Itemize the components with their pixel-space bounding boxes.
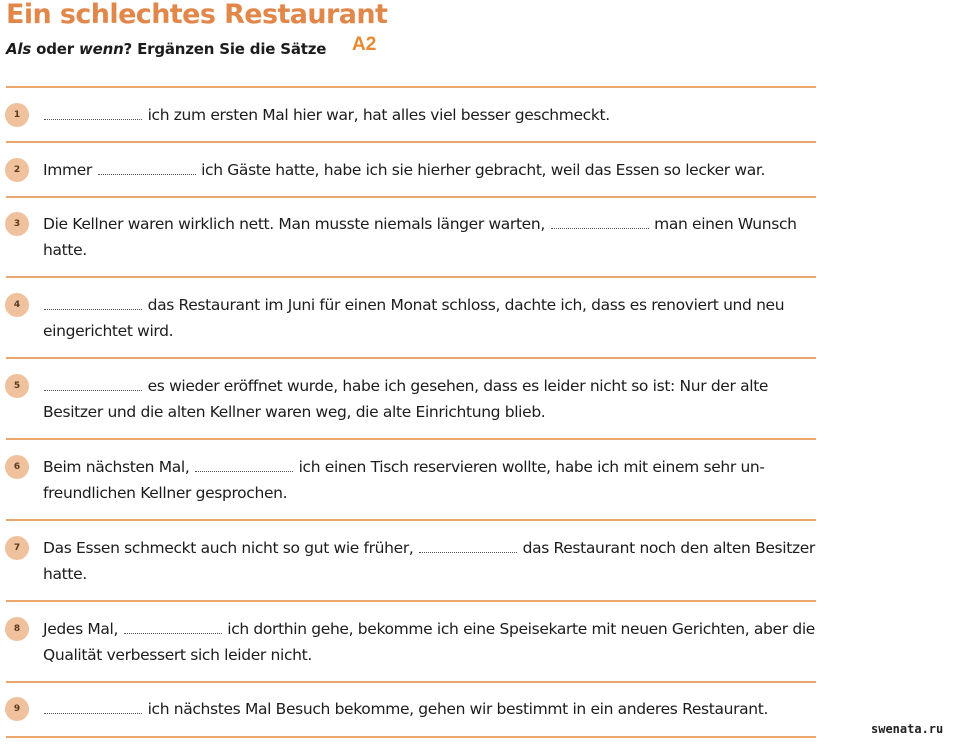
separator [6, 600, 816, 602]
answer-blank[interactable] [44, 700, 142, 714]
sentence-end: man einen Wunsch hatte. [43, 215, 797, 259]
sentence-start: Jedes Mal, [43, 620, 119, 638]
sentence-end: ich nächstes Mal Besuch bekomme, gehen wir bestimmt in ein anderes Restaurant. [147, 700, 769, 718]
instruction-rest: ? Ergänzen Sie die Sätze [123, 40, 327, 58]
exercise-item-7 [43, 535, 823, 587]
worksheet-title: Ein schlechtes Restaurant [6, 0, 388, 30]
separator [6, 86, 816, 88]
separator [6, 519, 816, 521]
answer-blank[interactable] [44, 377, 142, 391]
exercise-item-3 [43, 211, 823, 263]
separator [6, 357, 816, 359]
answer-blank[interactable] [44, 106, 142, 120]
separator [6, 196, 816, 198]
sentence-end: ich Gäste hatte, habe ich sie hierher gebracht, weil das Essen so lecker war. [201, 161, 766, 179]
exercise-number-badge: 5 [5, 374, 29, 398]
separator [6, 681, 816, 683]
level-badge: A2 [352, 34, 377, 55]
separator [6, 438, 816, 440]
separator [6, 276, 816, 278]
sentence-end: das Restaurant im Juni für einen Monat schloss, dachte ich, dass es renoviert und neu eingerichtet wird. [43, 296, 785, 340]
sentence-start: Beim nächsten Mal, [43, 458, 190, 476]
sentence-start: Immer [43, 161, 92, 179]
exercise-number-badge: 2 [5, 158, 29, 182]
separator [6, 141, 816, 143]
exercise-item-6 [43, 454, 823, 506]
exercise-number-badge: 1 [5, 103, 29, 127]
exercise-number-badge: 9 [5, 697, 29, 721]
exercise-number-badge: 7 [5, 536, 29, 560]
watermark: swenata.ru [871, 722, 944, 736]
sentence-end: das Restaurant noch den alten Besitzer hatte. [43, 539, 815, 583]
exercise-number-badge: 6 [5, 455, 29, 479]
answer-blank[interactable] [419, 539, 517, 553]
sentence-end: ich dorthin gehe, bekomme ich eine Speisekarte mit neuen Gerichten, aber die Qualität verbessert sich leider nicht. [43, 620, 815, 664]
sentence-start: Die Kellner waren wirklich nett. Man musste niemals länger warten, [43, 215, 545, 233]
instruction-wenn: wenn [78, 40, 124, 58]
exercise-item-2 [43, 157, 823, 183]
instruction-oder: oder [31, 40, 79, 58]
sentence-end: es wieder eröffnet wurde, habe ich gesehen, dass es leider nicht so ist: Nur der alte Besitzer und die alten Kellner waren weg, die alte Einrichtung blieb. [43, 377, 769, 421]
exercise-number-badge: 4 [5, 293, 29, 317]
exercise-number-badge: 3 [5, 212, 29, 236]
exercise-item-5 [43, 373, 823, 425]
instruction-als: Als [6, 40, 32, 58]
exercise-item-9 [43, 696, 823, 722]
exercise-item-8 [43, 616, 823, 668]
answer-blank[interactable] [124, 620, 222, 634]
instruction [6, 40, 326, 58]
answer-blank[interactable] [195, 458, 293, 472]
exercise-number-badge: 8 [5, 617, 29, 641]
answer-blank[interactable] [44, 296, 142, 310]
sentence-start: Das Essen schmeckt auch nicht so gut wie früher, [43, 539, 414, 557]
sentence-end: ich zum ersten Mal hier war, hat alles viel besser geschmeckt. [147, 106, 610, 124]
exercise-item-4 [43, 292, 823, 344]
separator [6, 736, 816, 738]
answer-blank[interactable] [98, 161, 196, 175]
sentence-end: ich einen Tisch reservieren wollte, habe ich mit einem sehr un-freundlichen Kellner gesprochen. [43, 458, 765, 502]
answer-blank[interactable] [551, 215, 649, 229]
exercise-item-1 [43, 102, 823, 128]
